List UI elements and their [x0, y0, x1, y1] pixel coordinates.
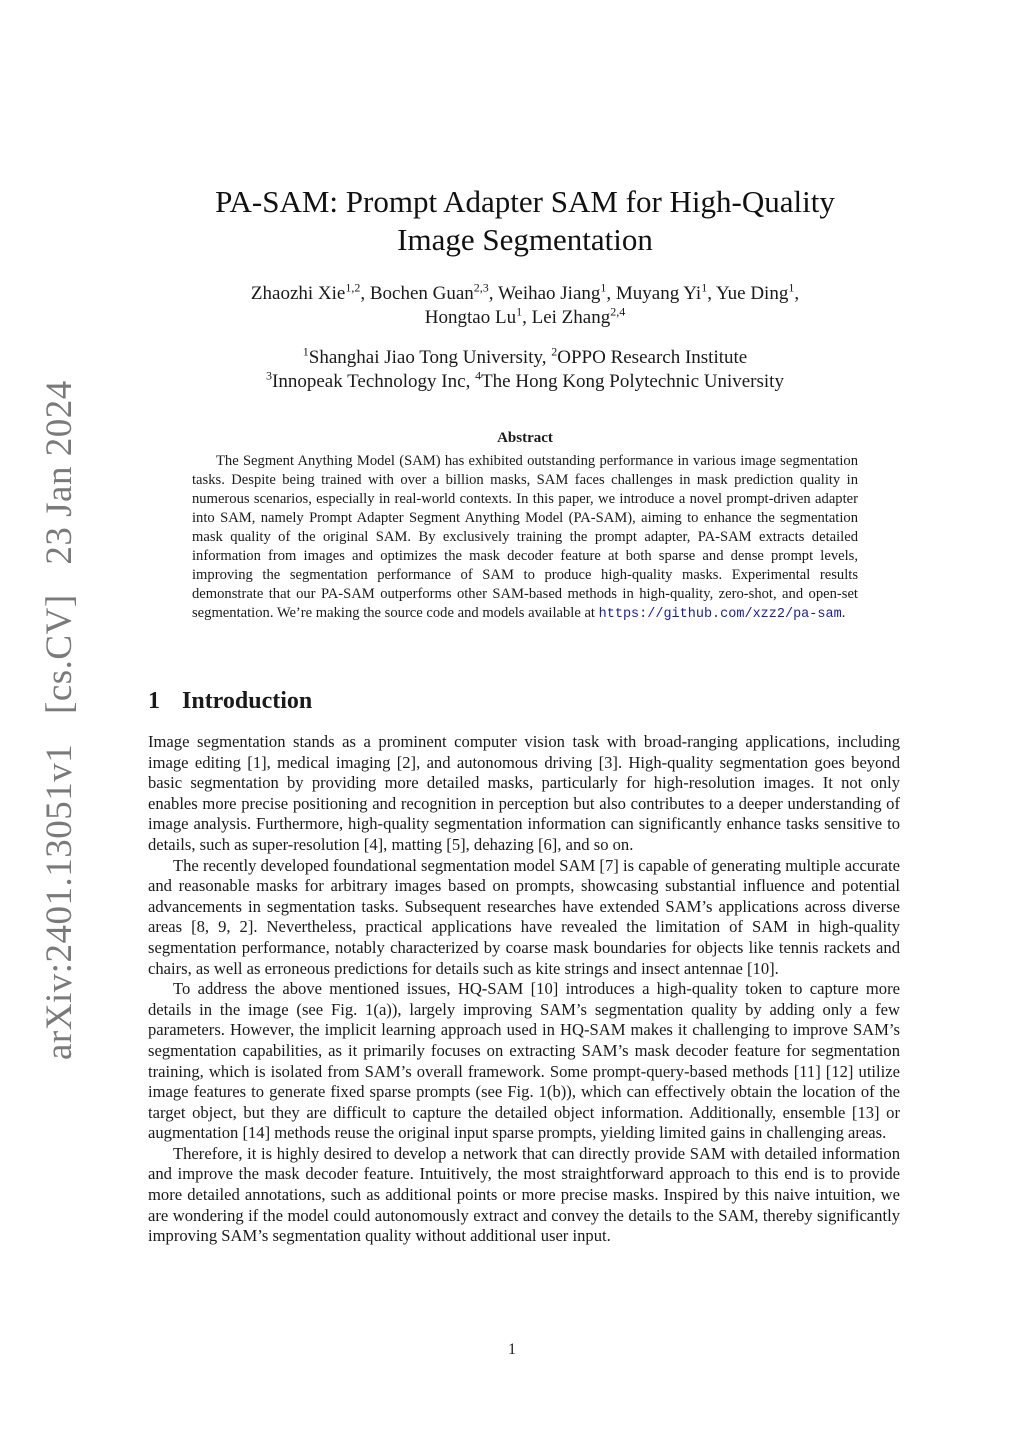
affiliation-name: Innopeak Technology Inc [272, 371, 466, 392]
affiliation-number: 3 [266, 368, 273, 383]
author-separator: , [522, 307, 532, 328]
author-affiliation: 1,2 [345, 280, 361, 295]
author-separator: , [360, 283, 370, 304]
section-title: Introduction [182, 688, 313, 714]
author-name: Zhaozhi Xie [250, 283, 346, 304]
author-name: Yue Ding [716, 283, 789, 304]
abstract-body [192, 452, 858, 624]
affiliation-number: 2 [551, 344, 558, 359]
affiliation-separator: , [465, 371, 476, 392]
author-affiliation: 1 [788, 280, 795, 295]
author-separator: , [488, 283, 498, 304]
author-separator: , [606, 283, 616, 304]
affiliation-name: The Hong Kong Polytechnic University [481, 371, 784, 392]
title-line-1: PA-SAM: Prompt Adapter SAM for High-Quality [215, 184, 835, 219]
affiliation-name: OPPO Research Institute [557, 347, 748, 368]
arxiv-sidebar-stamp [38, 360, 81, 1060]
affiliation-line-2 [150, 370, 900, 394]
affiliation-number: 1 [302, 344, 309, 359]
section-number: 1 [148, 688, 160, 714]
affiliation-line-1 [150, 346, 900, 370]
page-number: 1 [508, 1341, 516, 1358]
author-affiliation: 2,3 [473, 280, 489, 295]
paragraph: To address the above mentioned issues, HQ-SAM [10] introduces a high-quality token to capture more details in the image (see Fig. 1(a)), largely improving SAM’s segmentation quality by adding only a few parameters. However, the implicit learning approach used in HQ-SAM makes it challenging to improve SAM’s segmentation capabilities, as it primarily focuses on extracting SAM’s mask decoder feature for segmentation training, which is isolated from SAM’s overall framework. Some prompt-query-based methods [11] [12] utilize image features to generate fixed sparse prompts (see Fig. 1(b)), which can effectively obtain the location of the target object, but they are difficult to capture the detailed object information. Additionally, ensemble [13] or augmentation [14] methods reuse the original input sparse prompts, yielding limited gains in challenging areas. [148, 979, 900, 1143]
author-name: Bochen Guan [369, 283, 474, 304]
affiliation-number: 4 [475, 368, 482, 383]
abstract-text: The Segment Anything Model (SAM) has exhibited outstanding performance in various image segmentation tasks. Despite being trained with over a billion masks, SAM faces challenges in mask prediction quality in numerous scenarios, especially in real-world contexts. In this paper, we introduce a novel prompt-driven adapter into SAM, namely Prompt Adapter Segment Anything Model (PA-SAM), aiming to enhance the segmentation mask quality of the original SAM. By exclusively training the prompt adapter, PA-SAM extracts detailed information from images and optimizes the mask decoder feature at both sparse and dense prompt levels, improving the segmentation performance of SAM to produce high-quality masks. Experimental results demonstrate that our PA-SAM outperforms other SAM-based methods in high-quality, zero-shot, and open-set segmentation. We’re making the source code and models available at [192, 453, 858, 621]
affiliation-separator: , [541, 347, 552, 368]
author-line-1 [150, 282, 900, 306]
paragraph: Image segmentation stands as a prominent computer vision task with broad-ranging applications, including image editing [1], medical imaging [2], and autonomous driving [3]. High-quality segmentation goes beyond basic segmentation by providing more detailed masks, particularly for high-resolution images. It not only enables more precise positioning and recognition in perception but also contributes to a deeper understanding of image analysis. Furthermore, high-quality segmentation information can significantly enhance tasks sensitive to details, such as super-resolution [4], matting [5], dehazing [6], and so on. [148, 732, 900, 854]
source-code-link[interactable]: https://github.com/xzz2/pa-sam [598, 607, 842, 622]
author-affiliation: 1 [701, 280, 708, 295]
introduction-body [148, 732, 900, 1247]
author-name: Lei Zhang [531, 307, 611, 328]
author-separator: , [794, 283, 800, 304]
section-heading [148, 688, 312, 715]
abstract-heading: Abstract [497, 430, 553, 446]
paragraph: The recently developed foundational segmentation model SAM [7] is capable of generating multiple accurate and reasonable masks for arbitrary images based on prompts, showcasing substantial influence and potential advancements in segmentation tasks. Subsequent researches have extended SAM’s applications across diverse areas [8, 9, 2]. Nevertheless, practical applications have revealed the limitation of SAM in high-quality segmentation performance, notably characterized by coarse mask boundaries for objects like tennis rackets and chairs, as well as erroneous predictions for details such as kite strings and insect antennae [10]. [148, 855, 900, 978]
author-name: Hongtao Lu [424, 307, 517, 328]
author-affiliation: 1 [516, 304, 523, 319]
arxiv-category: [cs.CV] [39, 594, 80, 714]
affiliation-name: Shanghai Jiao Tong University [308, 347, 542, 368]
author-line-2 [150, 306, 900, 330]
paragraph: Therefore, it is highly desired to develop a network that can directly provide SAM with detailed information and improve the mask decoder feature. Intuitively, the most straightforward approach to this end is to provide more detailed annotations, such as additional points or more precise masks. Inspired by this naive intuition, we are wondering if the model could autonomously extract and convey the details to the SAM, thereby significantly improving SAM’s segmentation quality without additional user input. [148, 1143, 900, 1246]
author-list [150, 282, 900, 330]
affiliation-list [150, 346, 900, 394]
arxiv-date: 23 Jan 2024 [39, 380, 80, 565]
author-name: Weihao Jiang [497, 283, 601, 304]
title-line-2: Image Segmentation [397, 222, 653, 257]
author-name: Muyang Yi [615, 283, 702, 304]
abstract-end: . [841, 605, 846, 621]
author-affiliation: 2,4 [610, 304, 626, 319]
paper-title [200, 183, 850, 259]
author-affiliation: 1 [600, 280, 607, 295]
arxiv-id: arXiv:2401.13051v1 [39, 743, 80, 1060]
author-separator: , [707, 283, 717, 304]
